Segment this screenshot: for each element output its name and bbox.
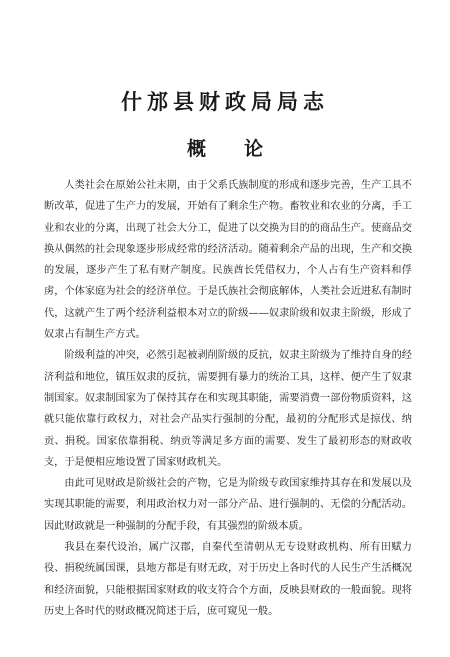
chapter-title-part1: 概 bbox=[186, 138, 206, 160]
chapter-title bbox=[0, 134, 450, 161]
paragraph: 阶级利益的冲突，必然引起被剥削阶级的反抗，奴隶主阶级为了维持自身的经济利益和地位，镇压奴隶的反抗，需要拥有暴力的统治工具，这样、便产生了奴隶制国家。奴隶制国家为了保持其存在和实现其职能，需要消费一部份物质资料，这就只能依靠行政权力，对社会产品实行强制的分配，最初的分配形式是掠伐、纳贡、捐税。国家依靠捐税、纳贡等满足多方面的需要、发生了最初形态的财政收支，于是便相应地设置了国家财政机关。 bbox=[44, 350, 412, 468]
chapter-title-part2: 论 bbox=[244, 138, 264, 160]
book-title: 什邡县财政局局志 bbox=[121, 89, 329, 114]
paragraph: 人类社会在原始公社末期，由于父系氏族制度的形成和逐步完善，生产工具不断改革，促进了生产力的发展，开始有了剩余生产物。畜牧业和农业的分离，手工业和农业的分离，出现了社会大分工，促进了以交换为目的的商品生产。使商品交换从偶然的社会现象逐步形成经常的经济活动。随着剩余产品的出现，生产和交换的发展，逐步产生了私有财产制度。民族酋长凭借权力，个人占有生产资料和俘虏，个体家庭为社会的经济单位。于是氏族社会彻底解体，人类社会近进私有制时代，这就产生了两个经济利益根本对立的阶级——奴隶阶级和奴隶主阶级，形成了奴隶占有制生产方式。 bbox=[44, 180, 412, 341]
paragraph: 我县在秦代设治，属广汉郡，自秦代至清朝从无专设财政机构、所有田赋力役、捐税统属国课，县地方都是有财无政，对于历史上各时代的人民生产生活概况和经济面貌，只能根据国家财政的收支符合个方面，反映县财政的一般面貌。现将历史上各时代的财政概况简述于后，庶可窥见一般。 bbox=[44, 542, 412, 617]
paragraph: 由此可见财政是阶级社会的产物，它是为阶级专政国家维持其存在和发展以及实现其职能的需要，利用政治权力对一部分产品、进行强制的、无偿的分配活动。因此财政就是一种强制的分配手段，有其强烈的阶级本质。 bbox=[44, 478, 412, 532]
body-text bbox=[44, 175, 412, 622]
